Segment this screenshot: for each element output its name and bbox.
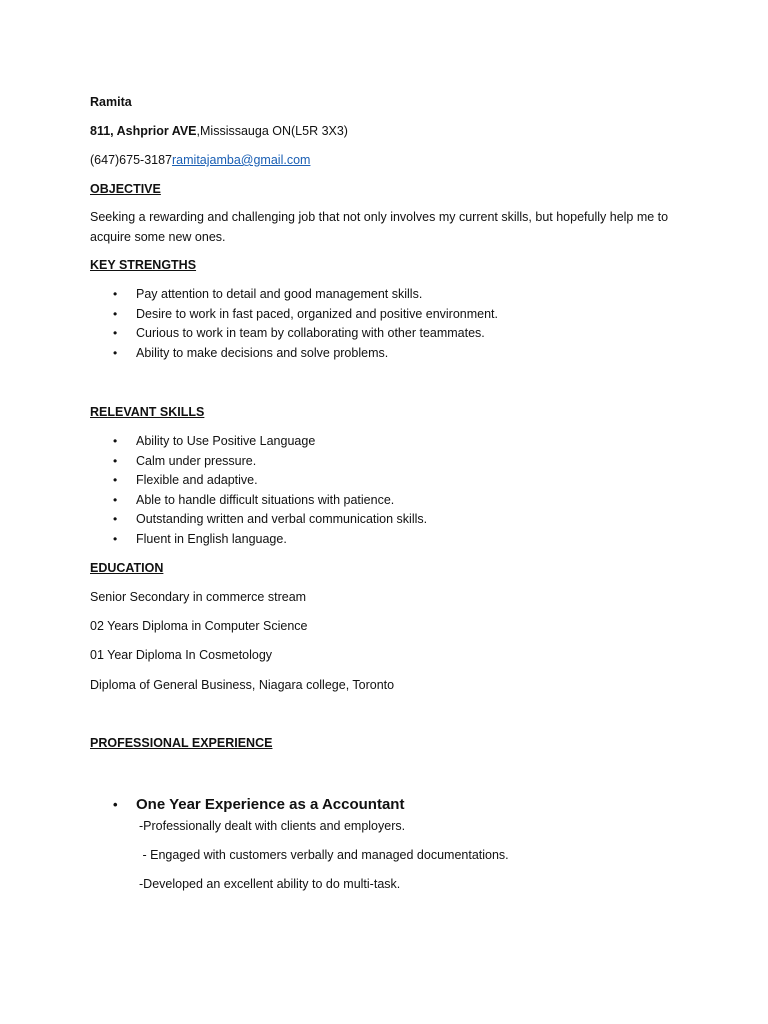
bullet-icon: • — [113, 453, 118, 468]
education-heading: EDUCATION — [90, 561, 164, 575]
contact-line — [90, 152, 310, 168]
list-item — [90, 471, 427, 491]
list-item — [90, 285, 498, 305]
education-item: Diploma of General Business, Niagara college, Toronto — [90, 678, 395, 692]
key-strengths-heading: KEY STRENGTHS — [90, 258, 197, 272]
list-item — [90, 510, 427, 530]
experience-title — [90, 795, 404, 815]
address-street: 811, Ashprior AVE — [90, 124, 197, 138]
objective-text: Seeking a rewarding and challenging job that not only involves my current skills, but hopefully help me to acquire some new ones. — [90, 210, 669, 244]
bullet-icon: • — [113, 473, 118, 487]
strength-text: Ability to make decisions and solve problems. — [136, 345, 389, 360]
skill-text: Fluent in English language. — [136, 531, 287, 546]
bullet-icon: • — [113, 345, 118, 360]
list-item — [90, 305, 498, 325]
experience-title-text: One Year Experience as a Accountant — [136, 796, 405, 813]
bullet-icon: • — [113, 434, 118, 448]
relevant-skills-heading: RELEVANT SKILLS — [90, 405, 205, 419]
experience-detail: -Professionally dealt with clients and employers. — [139, 819, 406, 833]
email-link[interactable]: ramitajamba@gmail.com — [172, 153, 311, 167]
relevant-skills-list — [90, 432, 427, 549]
strength-text: Curious to work in team by collaborating with other teammates. — [136, 326, 485, 340]
bullet-icon: • — [113, 531, 118, 546]
bullet-icon: • — [113, 306, 118, 321]
experience-detail: -Developed an excellent ability to do multi-task. — [139, 877, 401, 891]
skill-text: Flexible and adaptive. — [136, 473, 258, 487]
strength-text: Desire to work in fast paced, organized and positive environment. — [136, 306, 498, 321]
skill-text: Calm under pressure. — [136, 453, 257, 468]
key-strengths-list — [90, 285, 498, 363]
list-item — [90, 432, 427, 452]
list-item — [90, 344, 498, 364]
phone-number: (647)675-3187 — [90, 153, 173, 167]
education-item: 01 Year Diploma In Cosmetology — [90, 648, 273, 662]
list-item — [90, 530, 427, 550]
bullet-icon: • — [113, 797, 118, 812]
strength-text: Pay attention to detail and good management skills. — [136, 287, 423, 301]
address — [90, 123, 348, 139]
skill-text: Ability to Use Positive Language — [136, 434, 316, 448]
experience-detail: - Engaged with customers verbally and managed documentations. — [139, 848, 509, 862]
objective-heading: OBJECTIVE — [90, 182, 161, 196]
experience-heading: PROFESSIONAL EXPERIENCE — [90, 736, 273, 750]
education-item: Senior Secondary in commerce stream — [90, 590, 307, 604]
bullet-icon: • — [113, 512, 118, 526]
bullet-icon: • — [113, 492, 118, 507]
skill-text: Able to handle difficult situations with patience. — [136, 492, 395, 507]
bullet-icon: • — [113, 326, 118, 340]
address-city: ,Mississauga ON(L5R 3X3) — [196, 124, 348, 138]
applicant-name: Ramita — [90, 95, 132, 109]
list-item — [90, 491, 427, 511]
list-item — [90, 324, 498, 344]
skill-text: Outstanding written and verbal communication skills. — [136, 512, 428, 526]
bullet-icon: • — [113, 287, 118, 301]
list-item — [90, 452, 427, 472]
education-item: 02 Years Diploma in Computer Science — [90, 619, 308, 633]
